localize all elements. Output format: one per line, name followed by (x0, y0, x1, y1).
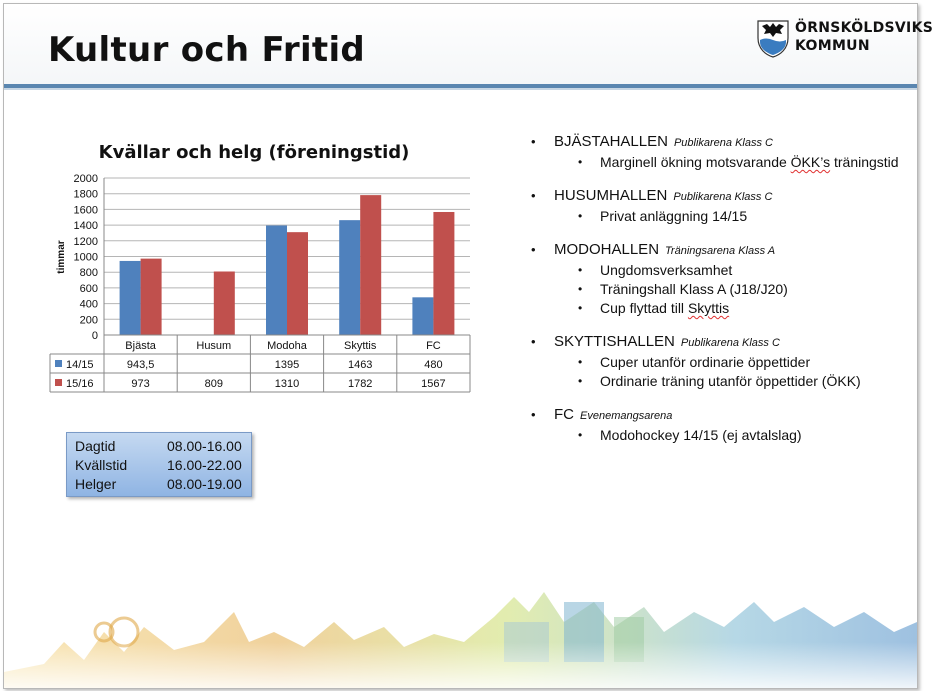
arena-note (524, 299, 914, 318)
bar-14-15 (266, 225, 287, 335)
bullet-icon: • (531, 242, 536, 257)
note-text-flagged: Skyttis (687, 300, 730, 316)
arena-name: FC (554, 406, 574, 423)
note-text: Cup flyttad till (600, 300, 688, 316)
category-label: Husum (196, 340, 232, 352)
bullet-icon: • (578, 155, 583, 169)
bar-14-15 (412, 297, 433, 335)
note-text: Ordinarie träning utanför öppettider (ÖKK) (600, 373, 861, 389)
arena-heading (524, 405, 914, 426)
y-tick-label: 600 (79, 282, 98, 295)
arena-name: BJÄSTAHALLEN (554, 133, 668, 150)
legend-swatch (55, 379, 62, 386)
category-label: Skyttis (343, 340, 377, 352)
bullet-icon: • (531, 334, 536, 349)
y-tick-label: 800 (79, 267, 98, 280)
data-label: 1567 (421, 378, 446, 390)
bullet-icon: • (578, 355, 583, 369)
bullet-icon: • (578, 374, 583, 388)
note-text: Träningshall Klass A (J18/J20) (600, 281, 788, 297)
arena-note (524, 353, 914, 372)
note-text: träningstid (830, 154, 899, 170)
data-label: 973 (131, 378, 150, 390)
data-label: 1395 (274, 359, 300, 371)
y-tick-label: 0 (91, 330, 98, 342)
arena-heading (524, 332, 914, 353)
bullet-icon: • (531, 134, 536, 149)
y-tick-label: 1600 (73, 204, 98, 217)
time-label: Kvällstid (75, 457, 128, 473)
time-row (75, 476, 247, 494)
arena-note (524, 372, 914, 391)
data-label: 943,5 (126, 359, 155, 371)
data-label: 1310 (274, 378, 300, 390)
note-text-flagged: ÖKK’s (790, 154, 831, 170)
data-label: 1463 (347, 359, 373, 371)
bullet-icon: • (531, 407, 536, 422)
legend-swatch (55, 360, 62, 367)
time-value: 08.00-16.00 (167, 438, 242, 454)
note-text: Privat anläggning 14/15 (600, 208, 748, 224)
y-tick-label: 200 (79, 314, 98, 327)
arena-class: Publikarena Klass C (673, 137, 773, 149)
bar-15-16 (360, 195, 381, 335)
y-tick-label: 2000 (73, 173, 98, 185)
bar-15-16 (433, 212, 454, 335)
bar-14-15 (120, 261, 141, 335)
slide (3, 3, 933, 689)
coat-of-arms-icon (756, 18, 790, 58)
time-label: Dagtid (75, 438, 116, 454)
y-tick-label: 1800 (73, 188, 98, 201)
arena-name: MODOHALLEN (554, 241, 660, 258)
bullet-icon: • (578, 301, 583, 315)
logo-text (795, 19, 933, 55)
header-divider-light (4, 88, 917, 90)
arena-name: SKYTTISHALLEN (554, 333, 675, 350)
data-label: 1782 (347, 378, 373, 390)
time-value: 16.00-22.00 (167, 457, 242, 473)
bar-chart (44, 132, 484, 394)
arena-heading (524, 240, 914, 261)
logo-line-1: ÖRNSKÖLDSVIKS (795, 20, 933, 36)
bar-15-16 (287, 232, 308, 335)
time-label: Helger (75, 476, 117, 492)
arena-section (524, 405, 914, 445)
arena-heading (524, 132, 914, 153)
data-label: 480 (424, 359, 443, 371)
legend-label: 14/15 (66, 359, 94, 371)
bullet-icon: • (578, 263, 583, 277)
bullet-icon: • (578, 428, 583, 442)
arena-note (524, 207, 914, 226)
logo-line-2: KOMMUN (795, 38, 870, 54)
arena-section (524, 186, 914, 226)
arena-note (524, 426, 914, 445)
arena-class: Publikarena Klass C (680, 337, 780, 349)
category-label: Bjästa (125, 340, 156, 352)
arena-note (524, 153, 914, 172)
arena-class: Träningsarena Klass A (665, 245, 776, 257)
data-label: 809 (204, 378, 223, 390)
y-axis-label: timmar (56, 240, 67, 274)
legend-label: 15/16 (66, 378, 94, 390)
time-value: 08.00-19.00 (167, 476, 242, 492)
bar-15-16 (141, 259, 162, 335)
time-row (75, 457, 247, 475)
category-label: FC (426, 340, 441, 352)
arena-section (524, 240, 914, 318)
y-tick-label: 1000 (73, 251, 98, 264)
bar-14-15 (339, 220, 360, 335)
arena-section (524, 332, 914, 391)
bar-15-16 (214, 271, 235, 335)
arena-class: Publikarena Klass C (673, 191, 773, 203)
arena-class: Evenemangsarena (580, 410, 673, 422)
page-title: Kultur och Fritid (48, 30, 366, 70)
arena-section (524, 132, 914, 172)
arena-note (524, 280, 914, 299)
arena-note (524, 261, 914, 280)
y-tick-label: 1200 (73, 235, 98, 248)
note-text: Ungdomsverksamhet (600, 262, 733, 278)
note-text: Modohockey 14/15 (ej avtalslag) (600, 427, 802, 443)
note-text: Cuper utanför ordinarie öppettider (600, 354, 811, 370)
municipality-logo (756, 18, 933, 60)
bullet-icon: • (578, 209, 583, 223)
time-periods-box (66, 432, 252, 497)
arena-name: HUSUMHALLEN (554, 187, 668, 204)
chart-title: Kvällar och helg (föreningstid) (98, 142, 410, 163)
category-label: Modoha (267, 340, 307, 352)
arena-heading (524, 186, 914, 207)
y-tick-label: 400 (79, 298, 98, 311)
time-row (75, 438, 247, 456)
bullet-icon: • (531, 188, 536, 203)
note-text: Marginell ökning motsvarande (600, 154, 791, 170)
bullet-icon: • (578, 282, 583, 296)
y-tick-label: 1400 (73, 220, 98, 233)
arena-list (524, 132, 914, 459)
footer-illustration (4, 572, 917, 688)
